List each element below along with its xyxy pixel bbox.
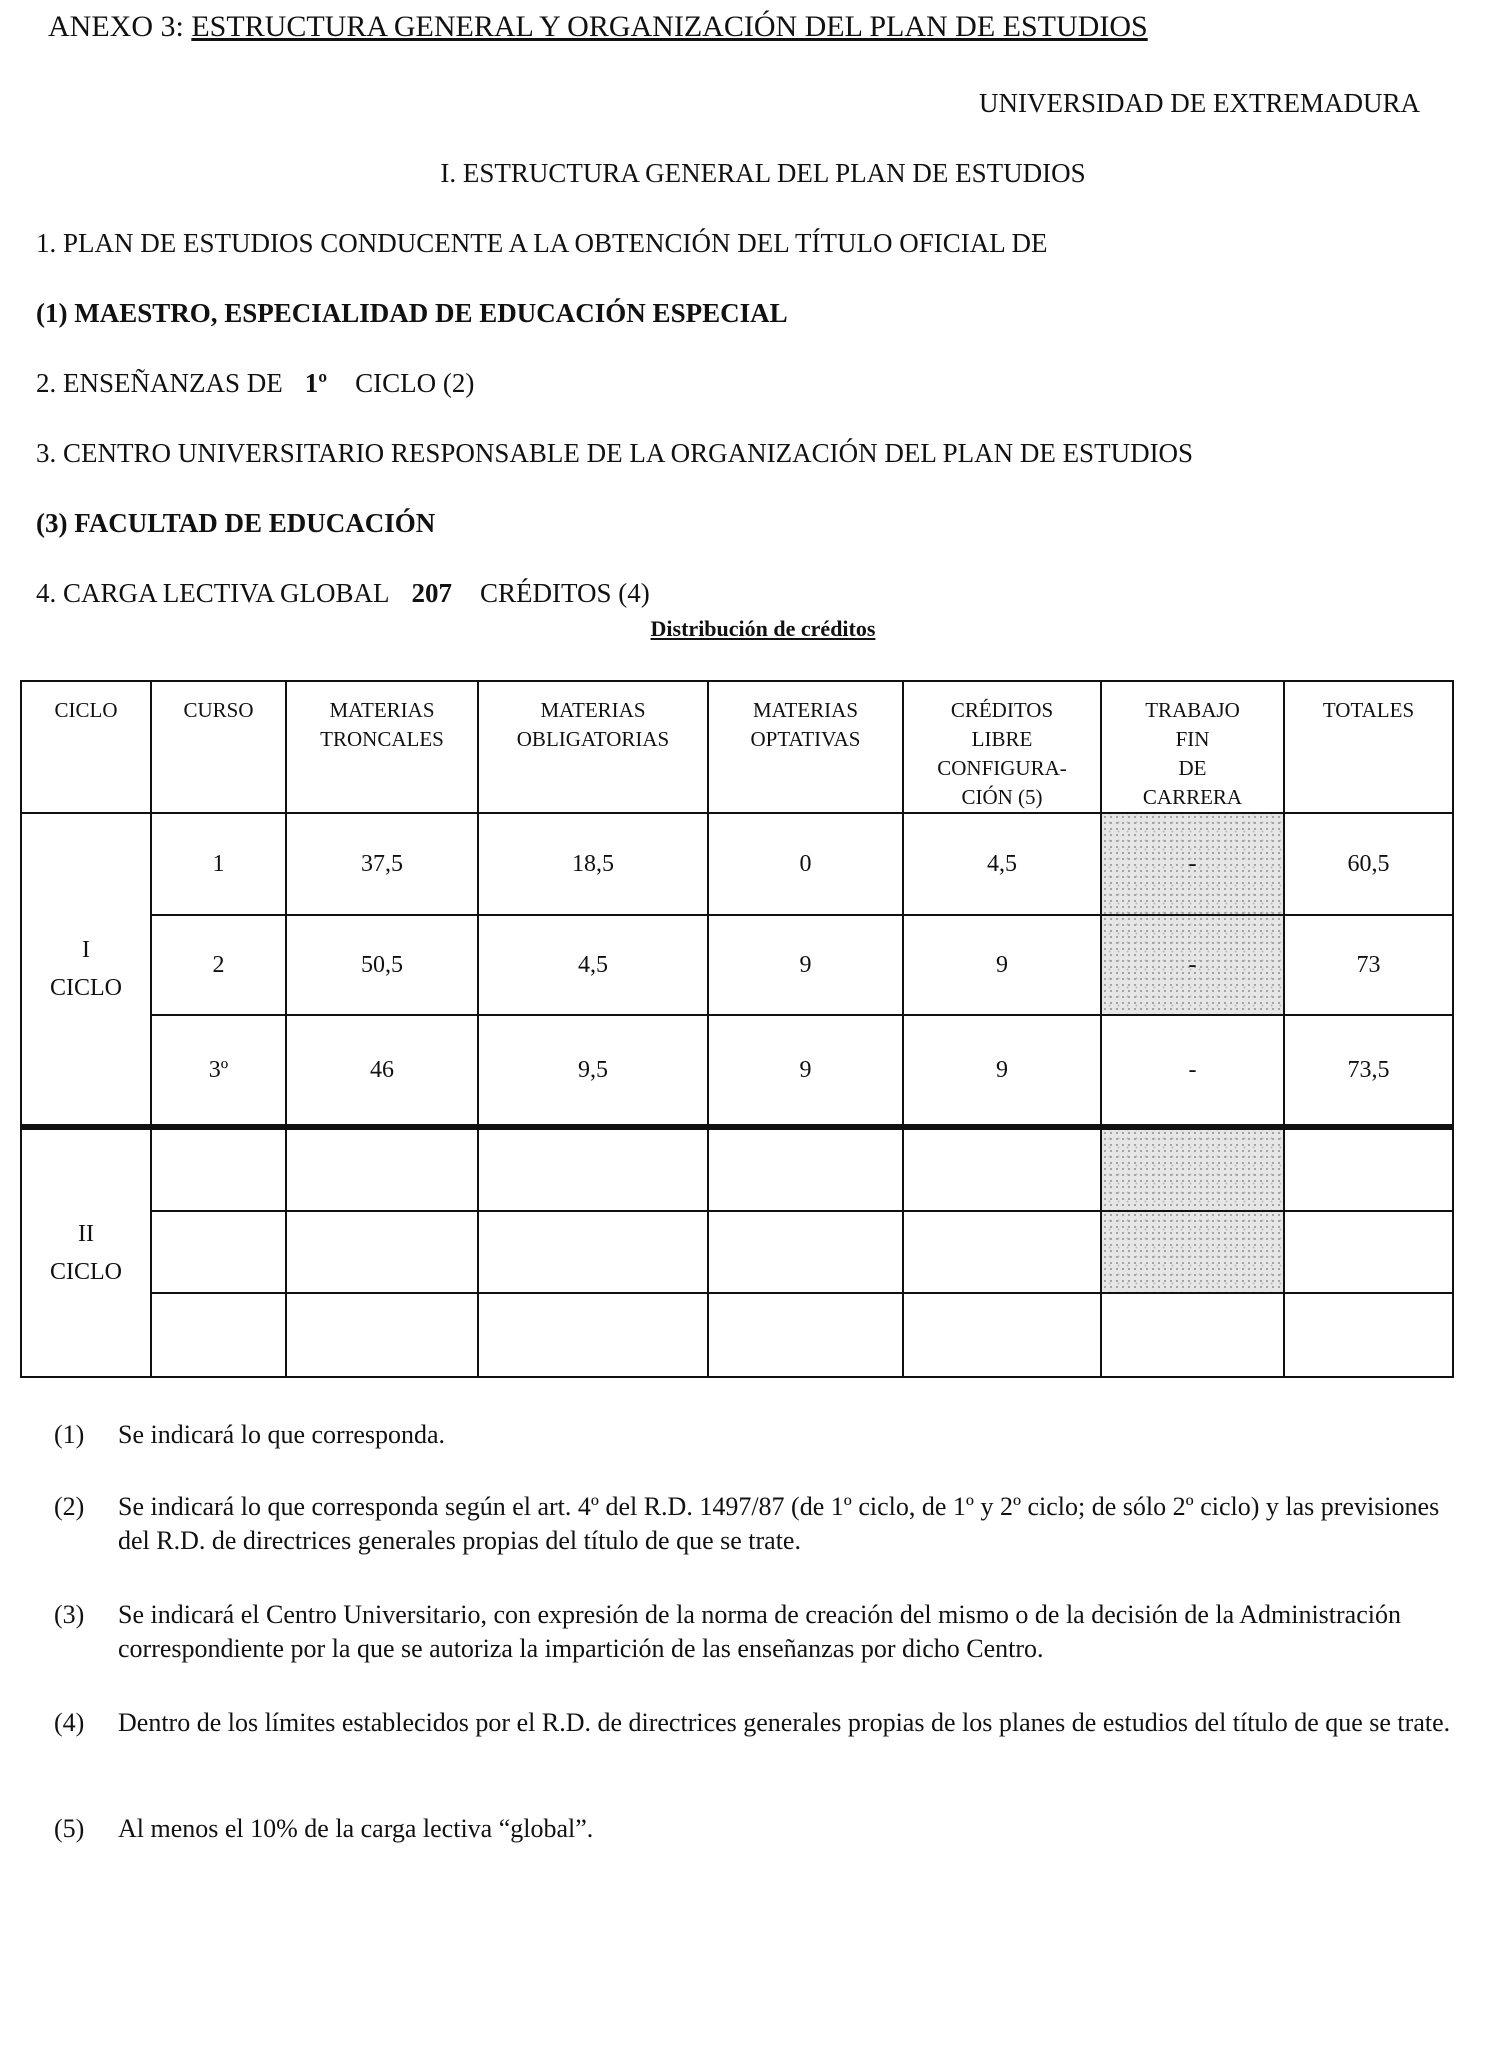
footnote-number: (4)	[54, 1708, 85, 1737]
cell-trabajo: -	[1101, 915, 1284, 1015]
empty-cell	[1284, 1293, 1453, 1377]
cell-totales: 73	[1284, 915, 1453, 1015]
footnote-text: Se indicará lo que corresponda según el art. 4º del R.D. 1497/87 (de 1º ciclo, de 1º y 2º ciclo; de sólo 2º ciclo) y las previsiones del R.D. de directrices generales propias del título de que se trate.	[118, 1492, 1440, 1555]
cell-trabajo: -	[1101, 813, 1284, 915]
footnote-number: (5)	[54, 1814, 85, 1843]
empty-cell	[903, 1293, 1101, 1377]
annex-heading	[48, 10, 1148, 44]
item-4	[36, 578, 650, 609]
cell-curso: 1	[151, 813, 286, 915]
item-4-value: 207	[411, 578, 453, 608]
item-2-prefix: 2. ENSEÑANZAS DE	[36, 368, 283, 398]
annex-title: ESTRUCTURA GENERAL Y ORGANIZACIÓN DEL PLAN DE ESTUDIOS	[191, 10, 1148, 43]
cell-totales: 73,5	[1284, 1015, 1453, 1127]
footnote	[54, 1418, 1454, 1452]
table-row	[21, 915, 1453, 1015]
cell-libre: 9	[903, 915, 1101, 1015]
cell-obligatorias: 9,5	[478, 1015, 708, 1127]
header-libre-configuracion: CRÉDITOS LIBRE CONFIGURA- CIÓN (5)	[903, 681, 1101, 813]
cell-totales: 60,5	[1284, 813, 1453, 915]
cell-troncales: 37,5	[286, 813, 478, 915]
table-row	[21, 813, 1453, 915]
cell-trabajo: -	[1101, 1015, 1284, 1127]
cell-troncales: 46	[286, 1015, 478, 1127]
empty-cell	[708, 1293, 903, 1377]
empty-cell	[1284, 1211, 1453, 1293]
footnote-number: (2)	[54, 1492, 85, 1521]
shaded-cell	[1101, 1127, 1284, 1211]
header-trabajo-fin-carrera: TRABAJO FIN DE CARRERA	[1101, 681, 1284, 813]
table-row	[21, 1015, 1453, 1127]
empty-cell	[286, 1293, 478, 1377]
empty-cell	[903, 1211, 1101, 1293]
ciclo-1-label: I CICLO	[21, 813, 151, 1127]
cell-optativas: 0	[708, 813, 903, 915]
header-ciclo: CICLO	[21, 681, 151, 813]
item-1-label: 1. PLAN DE ESTUDIOS CONDUCENTE A LA OBTENCIÓN DEL TÍTULO OFICIAL DE	[36, 228, 1048, 258]
degree-title: (1) MAESTRO, ESPECIALIDAD DE EDUCACIÓN ESPECIAL	[36, 298, 788, 328]
item-2-value: 1º	[304, 368, 328, 398]
header-curso: CURSO	[151, 681, 286, 813]
empty-cell	[1101, 1293, 1284, 1377]
shaded-cell	[1101, 1211, 1284, 1293]
empty-cell	[478, 1127, 708, 1211]
table-row	[21, 1127, 1453, 1211]
footnote	[54, 1598, 1454, 1666]
cell-libre: 9	[903, 1015, 1101, 1127]
header-obligatorias: MATERIAS OBLIGATORIAS	[478, 681, 708, 813]
empty-cell	[286, 1211, 478, 1293]
footnote	[54, 1490, 1454, 1558]
centre-name: (3) FACULTAD DE EDUCACIÓN	[36, 508, 436, 538]
annex-prefix: ANEXO 3:	[48, 10, 192, 43]
item-2-suffix: CICLO (2)	[355, 368, 475, 398]
footnote-text: Se indicará lo que corresponda.	[118, 1420, 446, 1449]
footnote-text: Al menos el 10% de la carga lectiva “global”.	[118, 1814, 594, 1843]
section-title: I. ESTRUCTURA GENERAL DEL PLAN DE ESTUDIOS	[440, 158, 1086, 188]
footnote-text: Se indicará el Centro Universitario, con expresión de la norma de creación del mismo o de la decisión de la Administración correspondiente por la que se autoriza la impartición de las enseñanzas por dicho Centro.	[118, 1600, 1401, 1663]
item-3-label: 3. CENTRO UNIVERSITARIO RESPONSABLE DE LA ORGANIZACIÓN DEL PLAN DE ESTUDIOS	[36, 438, 1194, 468]
header-optativas: MATERIAS OPTATIVAS	[708, 681, 903, 813]
distribution-title: Distribución de créditos	[650, 616, 876, 641]
cell-troncales: 50,5	[286, 915, 478, 1015]
table-row	[21, 1293, 1453, 1377]
cell-curso: 2	[151, 915, 286, 1015]
empty-cell	[286, 1127, 478, 1211]
empty-cell	[478, 1211, 708, 1293]
empty-cell	[151, 1293, 286, 1377]
cell-optativas: 9	[708, 915, 903, 1015]
footnote-number: (1)	[54, 1420, 85, 1449]
empty-cell	[903, 1127, 1101, 1211]
item-4-prefix: 4. CARGA LECTIVA GLOBAL	[36, 578, 390, 608]
credits-table	[20, 680, 1454, 1378]
header-totales: TOTALES	[1284, 681, 1453, 813]
empty-cell	[151, 1127, 286, 1211]
empty-cell	[708, 1211, 903, 1293]
footnote	[54, 1812, 1454, 1846]
cell-curso: 3º	[151, 1015, 286, 1127]
footnote-number: (3)	[54, 1600, 85, 1629]
empty-cell	[1284, 1127, 1453, 1211]
cell-optativas: 9	[708, 1015, 903, 1127]
footnote-text: Dentro de los límites establecidos por el R.D. de directrices generales propias de los planes de estudios del título de que se trate.	[118, 1708, 1451, 1737]
cell-obligatorias: 18,5	[478, 813, 708, 915]
university-name: UNIVERSIDAD DE EXTREMADURA	[979, 88, 1420, 118]
item-2	[36, 368, 474, 399]
cell-obligatorias: 4,5	[478, 915, 708, 1015]
empty-cell	[478, 1293, 708, 1377]
empty-cell	[151, 1211, 286, 1293]
ciclo-2-label: II CICLO	[21, 1127, 151, 1377]
footnote	[54, 1706, 1454, 1740]
table-header-row	[21, 681, 1453, 813]
empty-cell	[708, 1127, 903, 1211]
header-troncales: MATERIAS TRONCALES	[286, 681, 478, 813]
cell-libre: 4,5	[903, 813, 1101, 915]
item-4-suffix: CRÉDITOS (4)	[480, 578, 650, 608]
table-row	[21, 1211, 1453, 1293]
